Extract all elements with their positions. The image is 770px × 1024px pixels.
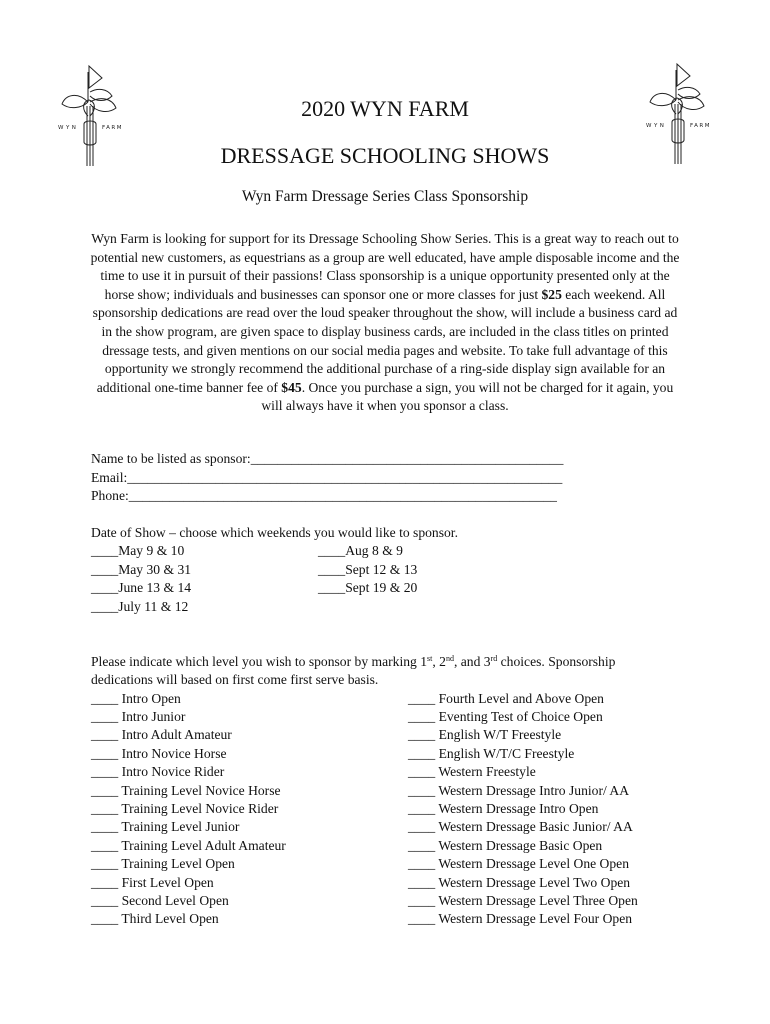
email-field[interactable] xyxy=(91,470,562,486)
sponsor-name-blank[interactable]: ______________________________________________ xyxy=(250,451,564,466)
level-option[interactable]: ____ Western Dressage Level One Open xyxy=(408,856,629,871)
intro-text-2: each weekend. All sponsorship dedications are read over the loud speaker throughout the show, will include a business card ad in the show program, are given space to display business cards, are included in the class titles on printed dressage tests, and given mentions on our social media pages and website. To take full advantage of this opportunity we strongly recommend the additional purchase of a ring-side display sign available for an additional one-time banner fee of xyxy=(92,286,678,395)
level-option[interactable]: ____ Western Dressage Intro Junior/ AA xyxy=(408,783,630,798)
sponsor-name-label: Name to be listed as sponsor: xyxy=(91,451,251,466)
price-banner: $45 xyxy=(281,379,302,395)
date-option[interactable]: ____Sept 19 & 20 xyxy=(318,580,418,595)
date-option[interactable]: ____Aug 8 & 9 xyxy=(318,543,403,558)
page-subtitle: Wyn Farm Dressage Series Class Sponsorship xyxy=(241,188,529,205)
level-option[interactable]: ____ Western Dressage Basic Junior/ AA xyxy=(408,819,633,834)
logo-text-right: FARM xyxy=(690,123,711,129)
date-option[interactable]: ____May 30 & 31 xyxy=(91,562,192,577)
levels-text-b: , 2 xyxy=(432,654,446,669)
level-option[interactable]: ____ Third Level Open xyxy=(91,911,219,926)
email-label: Email: xyxy=(91,470,128,485)
levels-text-d: choices. Sponsorship xyxy=(497,654,616,669)
level-option[interactable]: ____ Western Freestyle xyxy=(408,764,536,779)
level-option[interactable]: ____ Intro Novice Horse xyxy=(91,746,227,761)
level-option[interactable]: ____ Intro Junior xyxy=(91,709,186,724)
level-option[interactable]: ____ Training Level Open xyxy=(91,856,235,871)
level-option[interactable]: ____ Training Level Adult Amateur xyxy=(91,838,286,853)
level-option[interactable]: ____ Western Dressage Intro Open xyxy=(408,801,599,816)
phone-blank[interactable]: _______________________________________________________________ xyxy=(128,488,557,503)
sponsor-name-field[interactable] xyxy=(91,451,563,467)
dates-heading: Date of Show – choose which weekends you would like to sponsor. xyxy=(91,525,458,540)
level-option[interactable]: ____ Eventing Test of Choice Open xyxy=(408,709,603,724)
sup-rd: rd xyxy=(490,654,498,663)
logo-text-left: WYN xyxy=(646,123,667,129)
level-option[interactable]: ____ English W/T Freestyle xyxy=(408,727,562,742)
sup-nd: nd xyxy=(445,654,454,663)
level-option[interactable]: ____ First Level Open xyxy=(91,875,214,890)
phone-label: Phone: xyxy=(91,488,129,503)
level-option[interactable]: ____ Western Dressage Level Four Open xyxy=(408,911,633,926)
level-option[interactable]: ____ English W/T/C Freestyle xyxy=(408,746,575,761)
intro-text-1: Wyn Farm is looking for support for its Dressage Schooling Show Series. This is a great way to reach out to potential new customers, as equestrians as a group are well educated, have ample disposable income and the time to use it in pursuit of their passions! Class sponsorship is a unique opportunity presented only at the horse show; individuals and businesses can sponsor one or more classes for just xyxy=(90,231,680,302)
level-option[interactable]: ____ Fourth Level and Above Open xyxy=(408,691,604,706)
sup-st: st xyxy=(427,654,433,663)
page-title-year: 2020 WYN FARM xyxy=(301,96,469,121)
date-option[interactable]: ____July 11 & 12 xyxy=(91,599,189,614)
level-option[interactable]: ____ Second Level Open xyxy=(91,893,229,908)
email-blank[interactable]: ________________________________________________________________ xyxy=(127,470,563,485)
level-option[interactable]: ____ Intro Open xyxy=(91,691,181,706)
date-option[interactable]: ____May 9 & 10 xyxy=(91,543,185,558)
levels-text-a: Please indicate which level you wish to sponsor by marking 1 xyxy=(91,654,428,669)
page-title-shows: DRESSAGE SCHOOLING SHOWS xyxy=(220,143,550,168)
logo-text-right: FARM xyxy=(102,125,123,131)
level-option[interactable]: ____ Western Dressage Basic Open xyxy=(408,838,603,853)
price-class: $25 xyxy=(541,286,562,302)
phone-field[interactable] xyxy=(91,488,557,504)
levels-instructions-line2: dedications will based on first come first serve basis. xyxy=(91,672,379,687)
level-option[interactable]: ____ Training Level Novice Horse xyxy=(91,783,281,798)
level-option[interactable]: ____ Training Level Novice Rider xyxy=(91,801,279,816)
intro-paragraph xyxy=(86,230,684,416)
levels-text-c: , and 3 xyxy=(453,654,491,669)
date-option[interactable]: ____June 13 & 14 xyxy=(91,580,192,595)
intro-text-3: . Once you purchase a sign, you will not be charged for it again, you will always have it when you sponsor a class. xyxy=(261,379,674,414)
levels-instructions xyxy=(91,654,615,670)
level-option[interactable]: ____ Western Dressage Level Two Open xyxy=(408,875,631,890)
logo-text-left: WYN xyxy=(58,125,79,131)
date-option[interactable]: ____Sept 12 & 13 xyxy=(318,562,418,577)
level-option[interactable]: ____ Training Level Junior xyxy=(91,819,240,834)
level-option[interactable]: ____ Intro Adult Amateur xyxy=(91,727,232,742)
level-option[interactable]: ____ Western Dressage Level Three Open xyxy=(408,893,638,908)
level-option[interactable]: ____ Intro Novice Rider xyxy=(91,764,225,779)
